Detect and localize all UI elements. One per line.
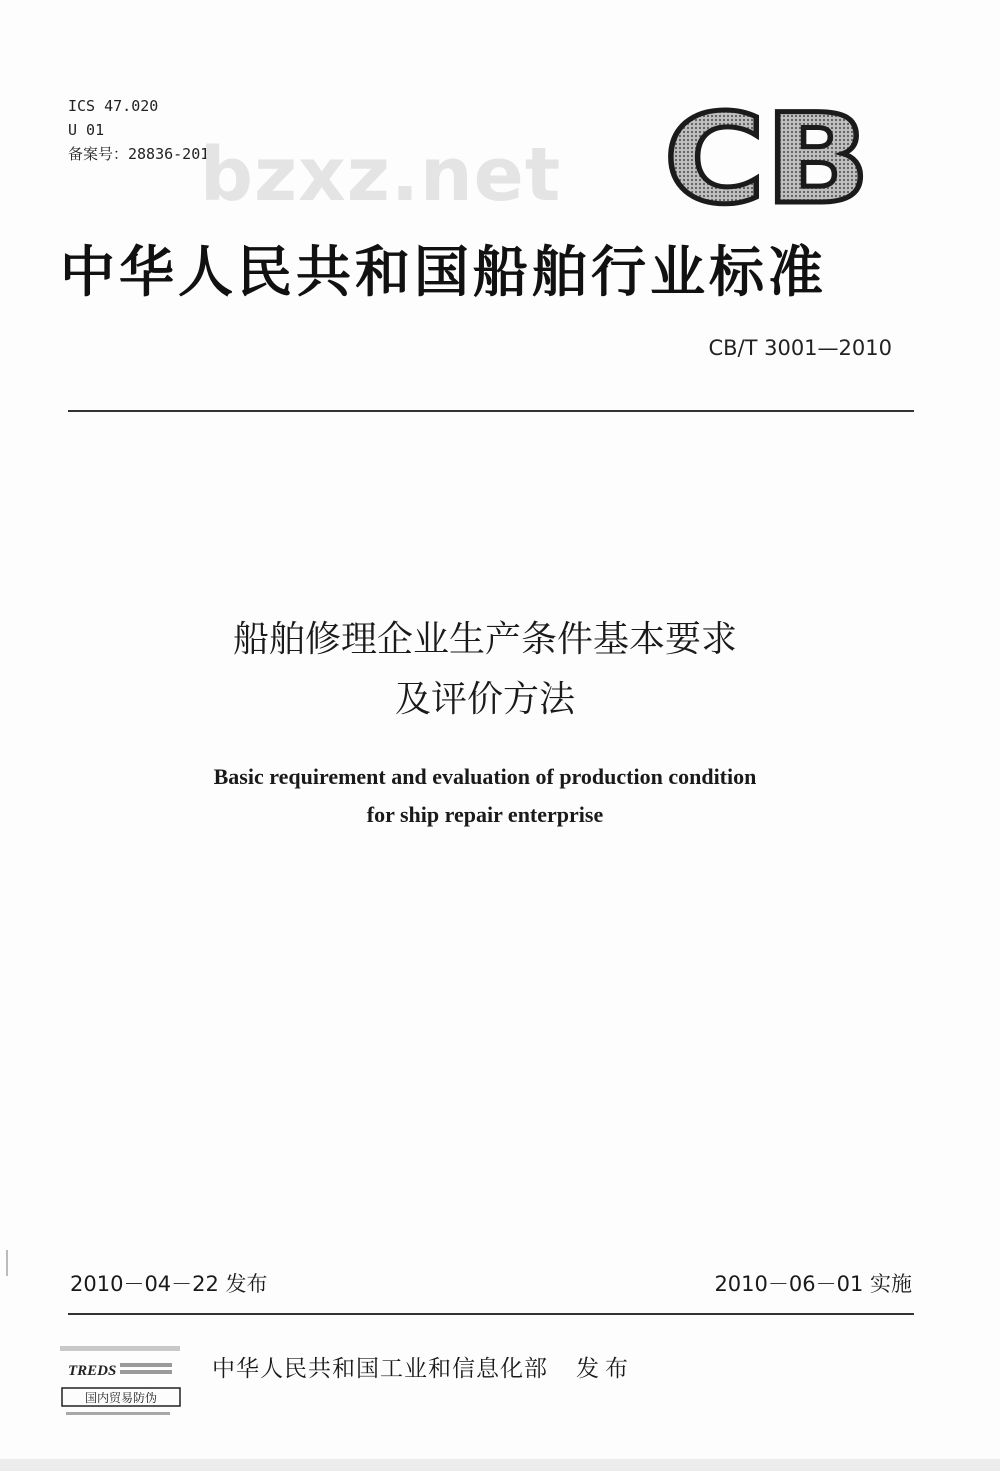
title-en-line-2: for ship repair enterprise <box>366 802 604 827</box>
title-zh-line-1: 船舶修理企业生产条件基本要求 <box>232 619 737 660</box>
scan-bottom-band <box>0 1459 1000 1471</box>
ccs-code: U 01 <box>68 121 105 139</box>
issue-date: 2010－04－22 发布 <box>70 1272 268 1296</box>
record-number: 备案号：28836-2010 <box>68 145 219 163</box>
title-zh-line-2: 及评价方法 <box>394 679 575 720</box>
document-title-zh <box>0 610 970 730</box>
classification-block <box>68 94 218 166</box>
ics-code: ICS 47.020 <box>68 97 159 115</box>
standard-code: CB/T 3001—2010 <box>708 336 892 360</box>
implementation-date: 2010－06－01 实施 <box>714 1272 912 1296</box>
publisher-line <box>212 1350 634 1383</box>
title-en-line-1: Basic requirement and evaluation of production condition <box>213 764 757 789</box>
logo-text: CB <box>664 98 870 212</box>
footer-divider <box>68 1313 914 1315</box>
header-divider <box>68 410 914 412</box>
logo-letters <box>664 98 870 212</box>
stamp-brand: TREDS <box>68 1363 117 1379</box>
document-title-en <box>0 758 970 834</box>
scan-edge-mark <box>6 1250 8 1276</box>
publish-verb: 发布 <box>576 1356 634 1382</box>
publisher-name: 中华人民共和国工业和信息化部 <box>212 1356 548 1382</box>
cb-logo-icon <box>662 98 872 212</box>
stamp-label: 国内贸易防伪 <box>84 1391 158 1405</box>
standard-category-title: 中华人民共和国船舶行业标准 <box>60 240 828 304</box>
anti-counterfeit-stamp-icon <box>58 1344 188 1422</box>
site-watermark: bzxz.net <box>200 132 562 218</box>
